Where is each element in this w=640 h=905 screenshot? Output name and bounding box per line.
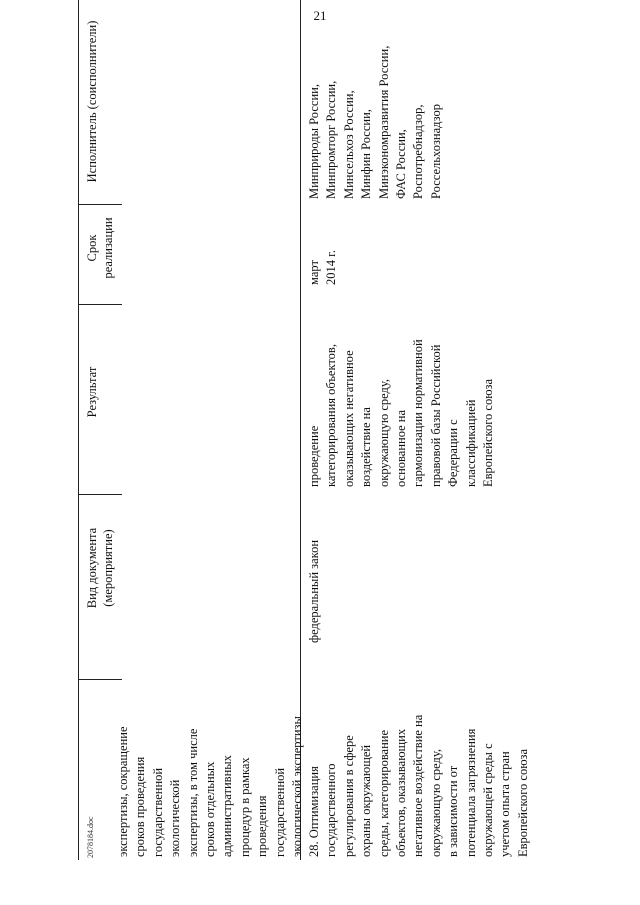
- row-28-deadline: март 2014 г.: [307, 250, 339, 285]
- table-top-border: [78, 0, 79, 860]
- row-28-doc-type: федеральный закон: [307, 539, 321, 643]
- document-footer: 2078184.doc: [86, 816, 95, 858]
- header-deadline: Срок реализации: [85, 217, 115, 279]
- row-continued-col1: экспертизы, сокращение сроков проведения государственной экологической экспертизы, в том числе сроков отдельных административных процедур в рамках проведения государственной экологической экспертизы: [116, 716, 305, 857]
- row-28-executors: Минприроды России, Минпромторг России, Минсельхоз России, Минфин России, Минэкономразвития России, ФАС России, Роспотребнадзор, Россельхознадзор: [307, 45, 443, 199]
- header-result: Результат: [85, 366, 99, 418]
- header-executor: Исполнитель (соисполнители): [85, 20, 99, 183]
- header-doc-type: Вид документа (мероприятие): [85, 527, 115, 609]
- column-divider: [78, 204, 122, 205]
- row-28-result: проведение категорирования объектов, оказывающих негативное воздействие на окружающую среду, основанное на гармонизации нормативной правовой базы Российской Федерации с классификацией Европейского союза: [307, 339, 496, 487]
- row-28-measure: 28. Оптимизация государственного регулирования в сфере охраны окружающей среды, категорирование объектов, оказывающих негативное воздействие на окружающую среду, в зависимости от потенциала загрязнения окружающей среды с учетом опыта стран Европейского союза: [307, 714, 530, 857]
- page-number: 21: [313, 8, 327, 23]
